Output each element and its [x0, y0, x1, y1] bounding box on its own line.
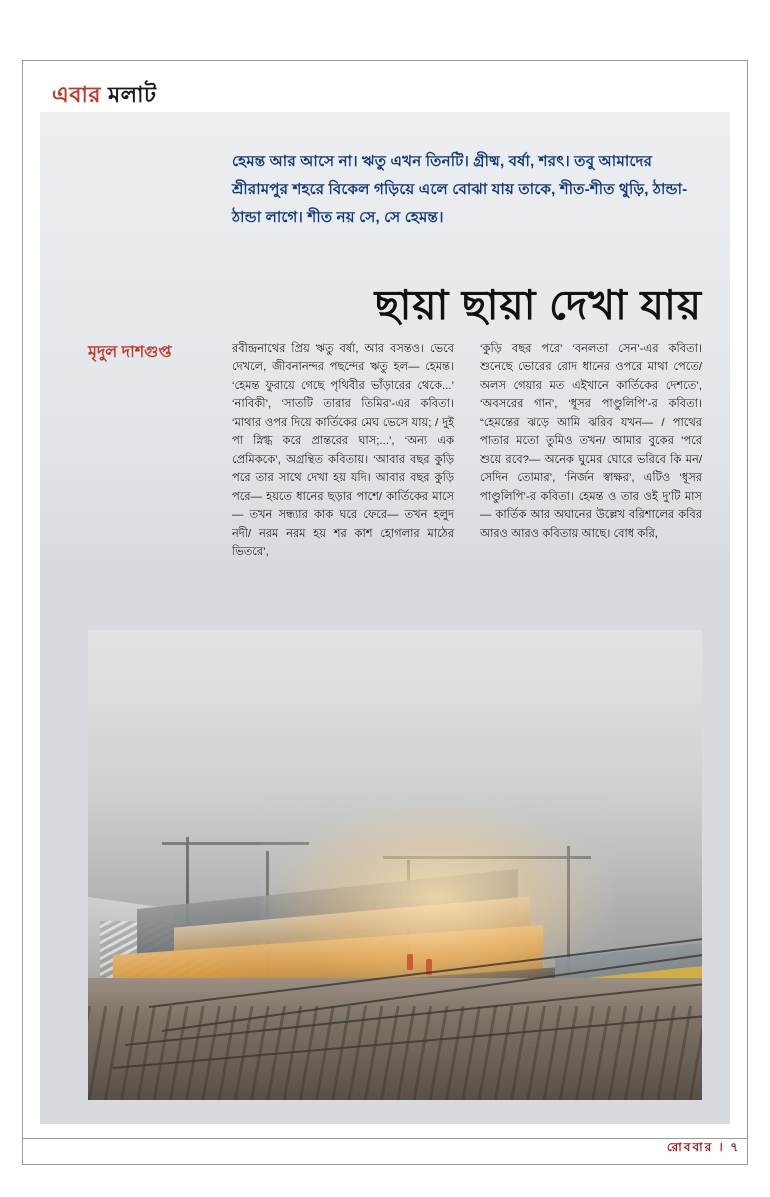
column-text: ‘কুড়ি বছর পরে’ ‘বনলতা সেন’-এর কবিতা। শুনেছে ভোরের রোদ ধানের ওপরে মাথা পেতে/ অলস গেয়ার মত এইখানে কার্তিকের দেশতে’, ‘অবসরের গান’, ‘ধূসর পাণ্ডুলিপি’-র কবিতা। “হেমন্তের ঝড়ে আমি ঝরিব যখন— / পাথের পাতার মতো তুমিও তখন/ আমার বুকের ’পরে শুয়ে রবে?— অনেক ঘুমের ঘোরে ভরিবে কি মন/ সেদিন তোমার’, ‘নির্জন স্বাক্ষর’, এটিও ‘ধূসর পাণ্ডুলিপি’-র কবিতা। হেমন্ত ও তার ওই দু’টি মাস— কার্তিক আর অঘানের উল্লেখ বরিশালের কবির আরও আরও কবিতায় আছে। বোধ করি, [480, 343, 702, 540]
page-title: ছায়া ছায়া দেখা যায় [374, 282, 702, 328]
footer-separator: । [718, 1140, 725, 1154]
column-text: রবীন্দ্রনাথের প্রিয় ঋতু বর্ষা, আর বসন্তও। ভেবে দেখলে, জীবনানন্দর পছন্দের ঋতু হল— হেমন্ত। ‘হেমন্ত ফুরায়ে গেছে পৃথিবীর ভাঁড়ারের থেকে...’ ‘নাবিকী’, ‘সাতটি তারার তিমির’-এর কবিতা। ‘মাথার ওপর দিয়ে কার্তিকের মেঘ ভেসে যায়; / দুই পা স্নিগ্ধ করে প্রান্তরের ঘাস;...’, ‘অন্য এক প্রেমিককে’, অগ্রন্থিত কবিতায়। ‘আবার বছর কুড়ি পরে তার সাথে দেখা হয় যদি। আবার বছর কুড়ি পরে— হয়তে ধানের ছড়ার পাশে/ কার্তিকের মাসে— তখন সন্ধ্যার কাক ঘরে ফেরে— তখন হলুদ নদী/ নরম নরম হয় শর কাশ হোগলার মাঠের ভিতরে’, [232, 343, 454, 559]
footer-rule [22, 1138, 748, 1139]
author-byline: মৃদুল দাশগুপ্ত [88, 344, 172, 361]
article-column-1 [232, 340, 454, 562]
article-content [40, 112, 730, 1124]
footer-publication: রোববার [666, 1140, 714, 1154]
standfirst: হেমন্ত আর আসে না। ঋতু এখন তিনটি। গ্রীষ্ম, বর্ষা, শরৎ। তবু আমাদের শ্রীরামপুর শহরে বিকেল গড়িয়ে এলে বোঝা যায় তাকে, শীত-শীত থুড়ি, ঠান্ডা-ঠান্ডা লাগে। শীত নয় সে, সে হেমন্ত। [232, 153, 688, 227]
section-header [52, 78, 156, 115]
section-header-secondary: মলাট [107, 82, 157, 107]
article-columns [232, 340, 702, 562]
article-column-2 [480, 340, 702, 562]
page-number: ৭ [730, 1140, 740, 1154]
section-header-primary: এবার [52, 82, 101, 107]
track-sleepers [88, 1006, 702, 1100]
top-rule [22, 60, 748, 61]
page-footer [667, 1139, 740, 1159]
person-figure [407, 954, 413, 970]
railway-platform-fog-photo [88, 630, 702, 1100]
